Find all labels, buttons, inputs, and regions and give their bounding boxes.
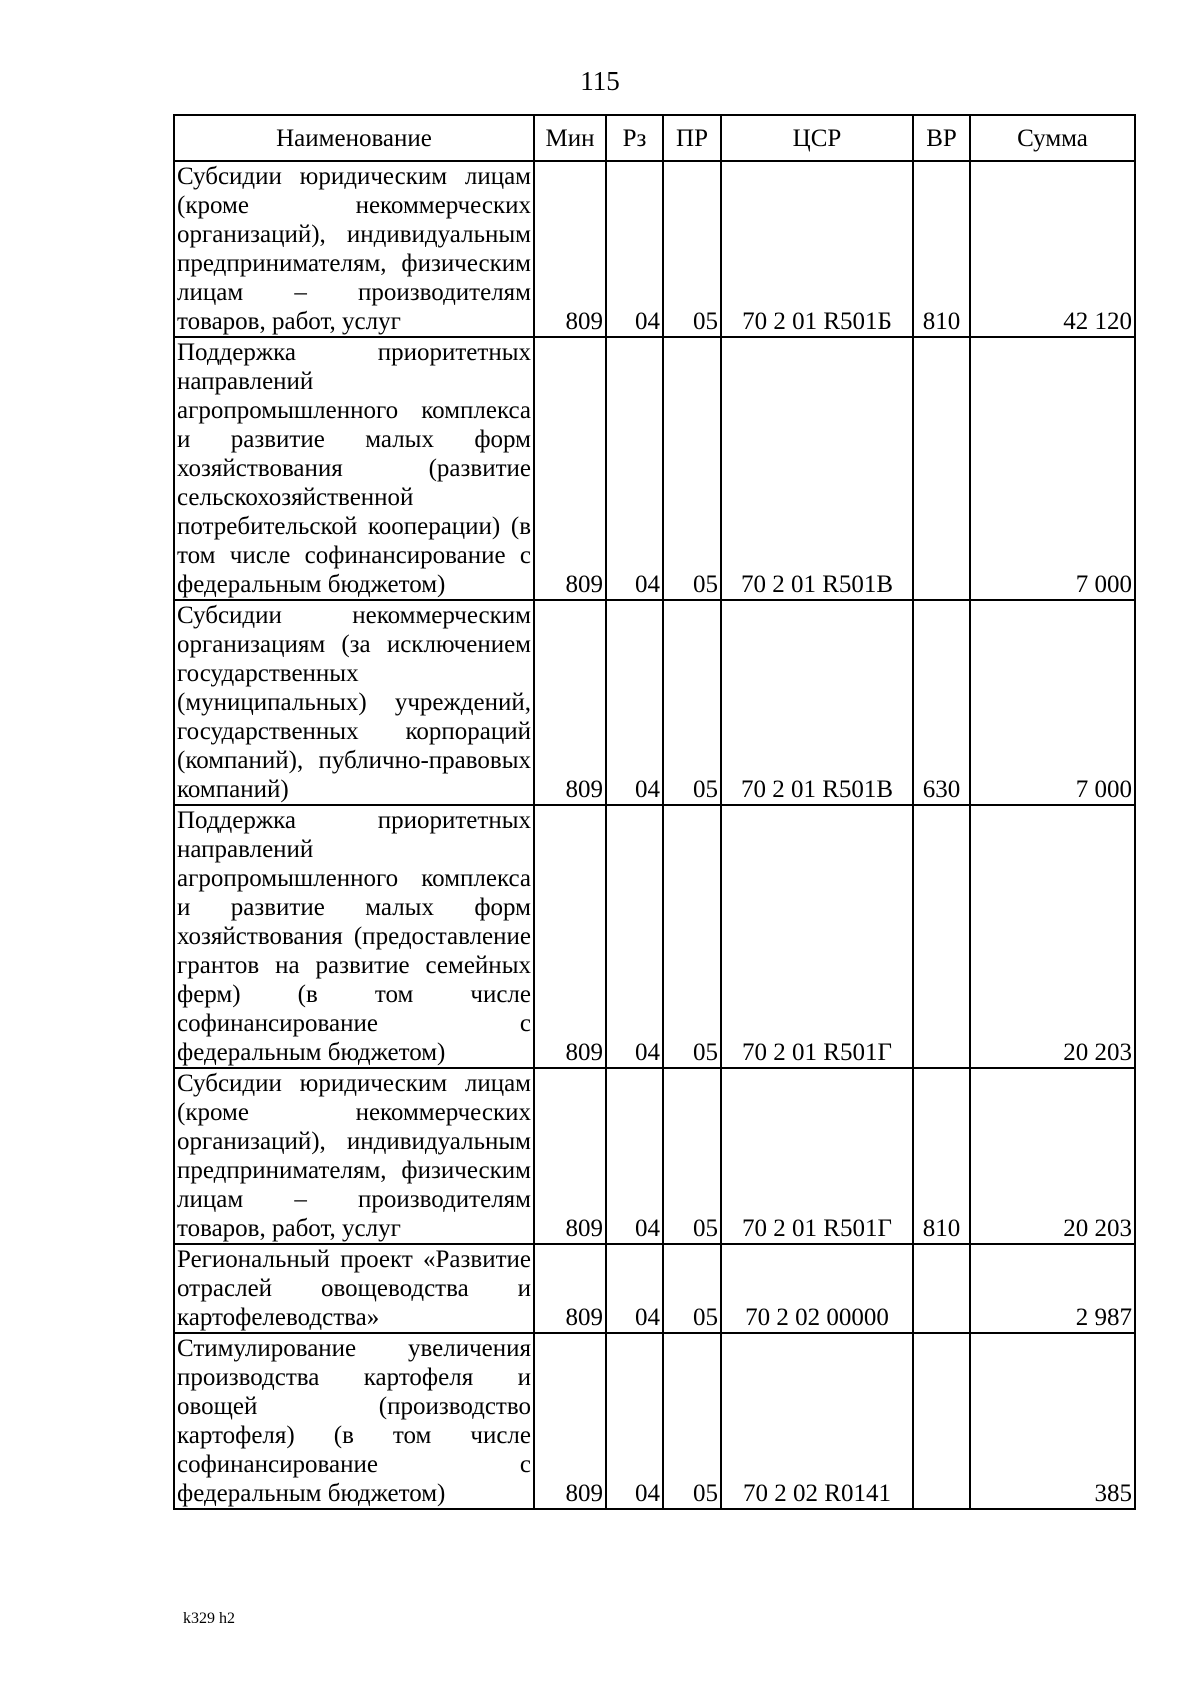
- row-pr: 05: [663, 1068, 721, 1244]
- row-pr: 05: [663, 161, 721, 337]
- table-row: [174, 1068, 1135, 1244]
- row-rz: 04: [606, 337, 663, 600]
- row-min: 809: [534, 161, 606, 337]
- row-vr: [913, 805, 970, 1068]
- row-vr: [913, 1244, 970, 1333]
- header-min: Мин: [534, 115, 606, 161]
- row-sum: 20 203: [970, 805, 1135, 1068]
- row-rz: 04: [606, 1333, 663, 1509]
- row-vr: 810: [913, 161, 970, 337]
- row-min: 809: [534, 1068, 606, 1244]
- header-name: Наименование: [174, 115, 534, 161]
- row-vr: 630: [913, 600, 970, 805]
- row-rz: 04: [606, 805, 663, 1068]
- row-vr: [913, 337, 970, 600]
- header-vr: ВР: [913, 115, 970, 161]
- row-vr: [913, 1333, 970, 1509]
- header-pr: ПР: [663, 115, 721, 161]
- row-name: Поддержка приоритетных направлений агропромышленного комплекса и развитие малых форм хозяйствования (развитие сельскохозяйственной потребительской кооперации) (в том числе софинансирование с федеральным бюджетом): [174, 337, 534, 600]
- row-min: 809: [534, 1244, 606, 1333]
- row-min: 809: [534, 805, 606, 1068]
- budget-table: [173, 114, 1136, 1510]
- row-rz: 04: [606, 1068, 663, 1244]
- row-vr: 810: [913, 1068, 970, 1244]
- row-name: Региональный проект «Развитие отраслей овощеводства и картофелеводства»: [174, 1244, 534, 1333]
- row-csr: 70 2 01 R501Г: [721, 805, 913, 1068]
- row-min: 809: [534, 1333, 606, 1509]
- header-csr: ЦСР: [721, 115, 913, 161]
- row-csr: 70 2 02 00000: [721, 1244, 913, 1333]
- table-row: [174, 805, 1135, 1068]
- row-sum: 7 000: [970, 337, 1135, 600]
- header-sum: Сумма: [970, 115, 1135, 161]
- footer-document-code: k329 h2: [183, 1610, 235, 1627]
- header-rz: Рз: [606, 115, 663, 161]
- row-sum: 2 987: [970, 1244, 1135, 1333]
- row-pr: 05: [663, 1333, 721, 1509]
- row-pr: 05: [663, 337, 721, 600]
- table-row: [174, 1244, 1135, 1333]
- row-min: 809: [534, 337, 606, 600]
- table-row: [174, 161, 1135, 337]
- row-name: Субсидии некоммерческим организациям (за исключением государственных (муниципальных) учреждений, государственных корпораций (компаний), публично-правовых компаний): [174, 600, 534, 805]
- row-csr: 70 2 02 R0141: [721, 1333, 913, 1509]
- row-sum: 20 203: [970, 1068, 1135, 1244]
- row-rz: 04: [606, 1244, 663, 1333]
- row-name: Субсидии юридическим лицам (кроме некоммерческих организаций), индивидуальным предпринимателям, физическим лицам – производителям товаров, работ, услуг: [174, 1068, 534, 1244]
- table-row: [174, 337, 1135, 600]
- row-pr: 05: [663, 1244, 721, 1333]
- row-csr: 70 2 01 R501В: [721, 600, 913, 805]
- table-row: [174, 600, 1135, 805]
- table-header-row: [174, 115, 1135, 161]
- row-pr: 05: [663, 805, 721, 1068]
- row-rz: 04: [606, 600, 663, 805]
- row-csr: 70 2 01 R501Б: [721, 161, 913, 337]
- row-name: Поддержка приоритетных направлений агропромышленного комплекса и развитие малых форм хозяйствования (предоставление грантов на развитие семейных ферм) (в том числе софинансирование с федеральным бюджетом): [174, 805, 534, 1068]
- row-sum: 7 000: [970, 600, 1135, 805]
- page-number: 115: [580, 66, 620, 96]
- row-min: 809: [534, 600, 606, 805]
- row-sum: 385: [970, 1333, 1135, 1509]
- row-sum: 42 120: [970, 161, 1135, 337]
- row-name: Стимулирование увеличения производства картофеля и овощей (производство картофеля) (в том числе софинансирование с федеральным бюджетом): [174, 1333, 534, 1509]
- row-csr: 70 2 01 R501В: [721, 337, 913, 600]
- row-name: Субсидии юридическим лицам (кроме некоммерческих организаций), индивидуальным предпринимателям, физическим лицам – производителям товаров, работ, услуг: [174, 161, 534, 337]
- table-row: [174, 1333, 1135, 1509]
- row-pr: 05: [663, 600, 721, 805]
- row-csr: 70 2 01 R501Г: [721, 1068, 913, 1244]
- row-rz: 04: [606, 161, 663, 337]
